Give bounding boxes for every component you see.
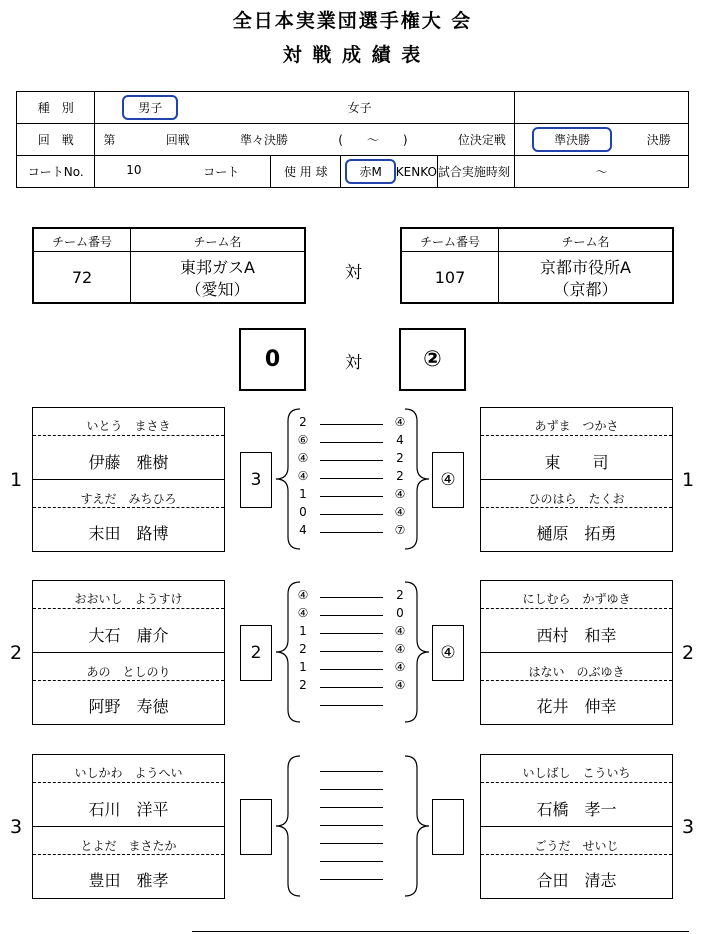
right-team-box — [400, 227, 674, 304]
game-line — [320, 597, 383, 598]
player-name: 石川 洋平 — [88, 800, 169, 819]
right-brace — [405, 756, 429, 896]
player-kana: はない のぶゆき — [528, 665, 625, 679]
player-kana: あの としのり — [86, 665, 171, 679]
game-line — [320, 532, 383, 533]
semifinal-option: 準決勝 — [532, 127, 612, 152]
game-score-right: 4 — [396, 433, 404, 447]
game-score-left: 1 — [299, 487, 307, 501]
game-line — [320, 651, 383, 652]
match-number: 3 — [682, 816, 695, 838]
team-number-header: チーム番号 — [51, 235, 112, 249]
bottom-rule — [192, 931, 689, 932]
men-option: 男子 — [122, 95, 178, 120]
team-name: 京都市役所A — [540, 258, 631, 277]
game-line — [320, 424, 383, 425]
right-players-box — [480, 754, 673, 899]
team-number: 107 — [434, 268, 466, 287]
game-score-left: 0 — [299, 505, 307, 519]
game-line — [320, 687, 383, 688]
game-line — [320, 705, 383, 706]
left-team-box — [32, 227, 306, 304]
player-kana: すえだ みちひろ — [80, 492, 177, 506]
team-prefecture: （京都） — [553, 280, 618, 299]
placement-option: 位決定戦 — [457, 133, 506, 147]
match-number: 1 — [682, 469, 695, 491]
player-name: 伊藤 雅樹 — [88, 453, 169, 472]
game-line — [320, 669, 383, 670]
match-number: 2 — [682, 642, 695, 664]
left-games-won: 3 — [240, 452, 272, 508]
game-line — [320, 879, 383, 880]
game-line — [320, 478, 383, 479]
placement-range: ( ～ ) — [338, 133, 408, 147]
game-line — [320, 460, 383, 461]
right-games-won: ④ — [432, 625, 464, 681]
player-name: 西村 和幸 — [536, 626, 617, 645]
game-line — [320, 861, 383, 862]
player-name: 樋原 拓勇 — [536, 524, 617, 543]
game-score-right: ④ — [394, 505, 406, 519]
game-score-right: 2 — [396, 469, 404, 483]
game-score-left: ⑥ — [297, 433, 309, 447]
player-kana: ごうだ せいじ — [534, 839, 619, 853]
game-line — [320, 843, 383, 844]
game-line — [320, 514, 383, 515]
player-kana: あずま つかさ — [534, 419, 619, 433]
team-number: 72 — [71, 268, 93, 287]
left-team-score: 0 — [239, 328, 306, 391]
left-players-box — [32, 754, 225, 899]
time-label: 試合実施時刻 — [437, 165, 510, 179]
game-score-right: 0 — [396, 606, 404, 620]
game-score-left: 2 — [299, 415, 307, 429]
game-line — [320, 442, 383, 443]
game-score-right: ④ — [394, 624, 406, 638]
game-line — [320, 789, 383, 790]
game-score-left: 2 — [299, 642, 307, 656]
round-dai: 第 — [103, 133, 116, 147]
game-score-left: ④ — [297, 588, 309, 602]
ball-selected: 赤M — [345, 159, 395, 184]
game-score-right: ④ — [394, 642, 406, 656]
court-number: 10 — [126, 163, 142, 177]
game-score-right: 2 — [396, 451, 404, 465]
game-score-left: 1 — [299, 660, 307, 674]
quarterfinal-option: 準々決勝 — [239, 133, 288, 147]
left-games-won: 2 — [240, 625, 272, 681]
right-players-box — [480, 580, 673, 725]
player-kana: にしむら かずゆき — [522, 592, 631, 606]
blank-cell — [514, 92, 688, 124]
right-players-box — [480, 407, 673, 552]
game-score-left: 4 — [299, 523, 307, 537]
game-score-right: ④ — [394, 487, 406, 501]
player-name: 東 司 — [544, 453, 609, 472]
game-score-left: ④ — [297, 469, 309, 483]
player-kana: いしかわ ようへい — [74, 766, 183, 780]
game-score-right: ⑦ — [394, 523, 406, 537]
player-name: 阿野 寿徳 — [88, 697, 169, 716]
left-players-box — [32, 580, 225, 725]
court-word: コート — [203, 165, 240, 179]
court-label: コートNo. — [17, 156, 95, 188]
ball-brand: KENKO — [395, 164, 437, 179]
game-score-left: 2 — [299, 678, 307, 692]
round-label: 回 戦 — [17, 124, 95, 156]
right-games-won — [432, 799, 464, 855]
left-brace — [276, 756, 300, 896]
game-score-right: 2 — [396, 588, 404, 602]
left-players-box — [32, 407, 225, 552]
game-line — [320, 825, 383, 826]
team-name-header: チーム名 — [561, 235, 610, 249]
vs-label: 対 — [345, 263, 362, 283]
game-score-right: ④ — [394, 660, 406, 674]
game-line — [320, 496, 383, 497]
page-subtitle: 対 戦 成 績 表 — [282, 44, 423, 66]
game-score-left: ④ — [297, 606, 309, 620]
team-name: 東邦ガスA — [180, 258, 255, 277]
player-kana: とよだ まさたか — [80, 839, 177, 853]
game-score-right: ④ — [394, 415, 406, 429]
game-score-right: ④ — [394, 678, 406, 692]
match-info-table — [16, 91, 689, 188]
team-prefecture: （愛知） — [185, 280, 250, 299]
game-score-left: 1 — [299, 624, 307, 638]
player-kana: おおいし ようすけ — [74, 592, 183, 606]
right-team-score: ② — [399, 328, 466, 391]
player-name: 大石 庸介 — [88, 626, 169, 645]
player-kana: いとう まさき — [86, 419, 171, 433]
game-line — [320, 807, 383, 808]
team-number-header: チーム番号 — [419, 235, 480, 249]
final-option: 決勝 — [646, 133, 671, 147]
page-title: 全日本実業団選手権大 会 — [232, 10, 473, 32]
round-kaisen: 回戦 — [165, 133, 190, 147]
player-name: 末田 路博 — [88, 524, 169, 543]
match-number: 1 — [10, 469, 23, 491]
right-games-won: ④ — [432, 452, 464, 508]
player-name: 石橋 孝一 — [536, 800, 617, 819]
match-number: 3 — [10, 816, 23, 838]
time-value: ～ — [514, 156, 688, 188]
match-number: 2 — [10, 642, 23, 664]
player-kana: いしばし こういち — [522, 766, 631, 780]
score-vs-label: 対 — [345, 353, 362, 373]
player-name: 花井 伸幸 — [536, 697, 617, 716]
player-name: 合田 清志 — [536, 871, 617, 890]
ball-label: 使 用 球 — [271, 156, 341, 188]
left-games-won — [240, 799, 272, 855]
player-kana: ひのはら たくお — [528, 492, 625, 506]
game-line — [320, 633, 383, 634]
women-option: 女子 — [347, 101, 372, 115]
team-name-header: チーム名 — [193, 235, 242, 249]
game-line — [320, 615, 383, 616]
shubetsu-label: 種 別 — [17, 92, 95, 124]
player-name: 豊田 雅孝 — [88, 871, 169, 890]
game-line — [320, 771, 383, 772]
game-score-left: ④ — [297, 451, 309, 465]
